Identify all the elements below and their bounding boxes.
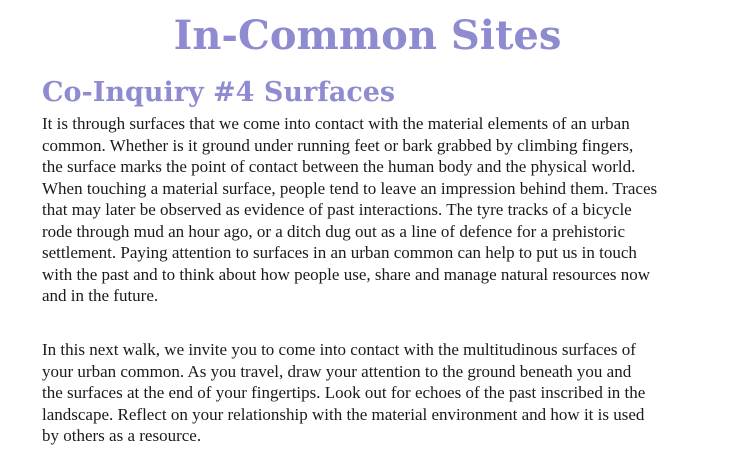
paragraph-line: your urban common. As you travel, draw your attention to the ground beneath you and bbox=[42, 361, 632, 381]
paragraph-line: rode through mud an hour ago, or a ditch dug out as a line of defence for a prehistoric bbox=[42, 221, 626, 241]
body-paragraph-2 bbox=[42, 339, 702, 447]
paragraph-line: with the past and to think about how people use, share and manage natural resources now bbox=[42, 264, 651, 284]
body-paragraph-1 bbox=[42, 113, 702, 307]
paragraph-line: common. Whether is it ground under running feet or bark grabbed by climbing fingers, bbox=[42, 135, 634, 155]
paragraph-line: When touching a material surface, people tend to leave an impression behind them. Traces bbox=[42, 178, 658, 198]
paragraph-line: the surface marks the point of contact between the human body and the physical world. bbox=[42, 157, 636, 176]
section-heading: Co-Inquiry #4 Surfaces bbox=[42, 77, 396, 108]
paragraph-line: landscape. Reflect on your relationship with the material environment and how it is used bbox=[42, 404, 645, 424]
paragraph-line: that may later be observed as evidence of past interactions. The tyre tracks of a bicycle bbox=[42, 200, 632, 219]
paragraph-line: It is through surfaces that we come into contact with the material elements of an urban bbox=[42, 114, 630, 133]
paragraph-line: In this next walk, we invite you to come into contact with the multitudinous surfaces of bbox=[42, 340, 636, 359]
page-title: In-Common Sites bbox=[173, 12, 562, 59]
paragraph-line: settlement. Paying attention to surfaces in an urban common can help to put us in touch bbox=[42, 243, 637, 262]
paragraph-line: the surfaces at the end of your fingertips. Look out for echoes of the past inscribed in the bbox=[42, 383, 646, 402]
paragraph-line: and in the future. bbox=[42, 286, 159, 305]
paragraph-line: by others as a resource. bbox=[42, 426, 202, 445]
